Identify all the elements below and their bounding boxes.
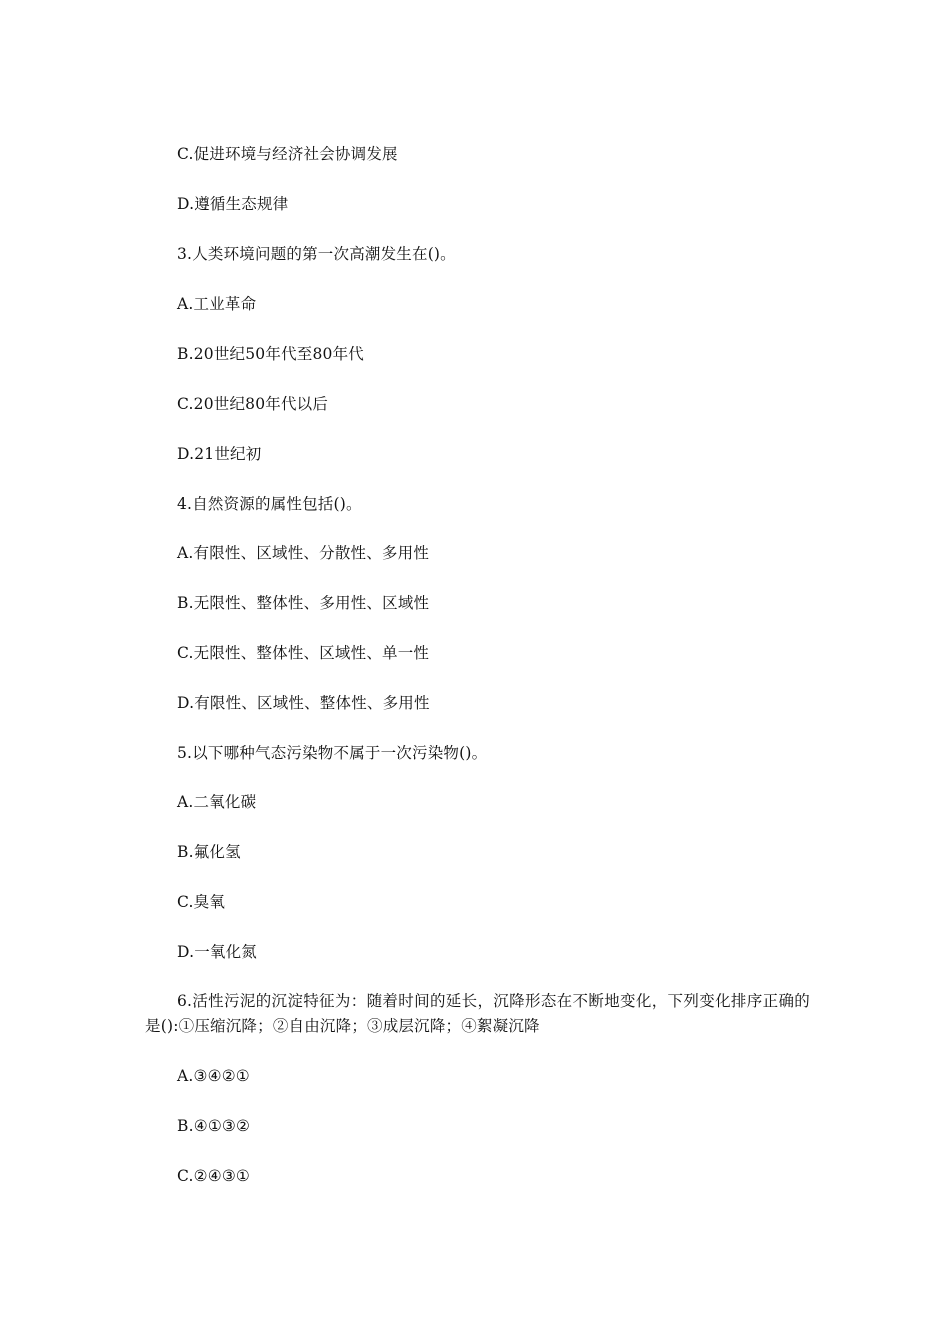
option-d-q4: D.有限性、区域性、整体性、多用性: [177, 694, 430, 712]
option-b-q4: B.无限性、整体性、多用性、区域性: [177, 594, 430, 612]
option-a-q5: A.二氧化碳: [177, 793, 257, 811]
option-c-q5: C.臭氧: [177, 893, 226, 911]
question-3: 3.人类环境问题的第一次高潮发生在()。: [177, 245, 456, 263]
option-b-q5: B.氟化氢: [177, 843, 241, 861]
option-d-q2: D.遵循生态规律: [177, 195, 289, 213]
question-4: 4.自然资源的属性包括()。: [177, 495, 362, 513]
question-6: 6.活性污泥的沉淀特征为：随着时间的延长，沉降形态在不断地变化，下列变化排序正确的是():①压缩沉降；②自由沉降；③成层沉降；④絮凝沉降: [145, 992, 810, 1035]
option-a-q6: A.③④②①: [177, 1067, 250, 1085]
option-b-q6: B.④①③②: [177, 1117, 251, 1135]
option-c-q4: C.无限性、整体性、区域性、单一性: [177, 644, 430, 662]
option-d-q3: D.21世纪初: [177, 445, 262, 463]
question-5: 5.以下哪种气态污染物不属于一次污染物()。: [177, 744, 488, 762]
option-c-q2: C.促进环境与经济社会协调发展: [177, 145, 398, 163]
option-a-q4: A.有限性、区域性、分散性、多用性: [177, 544, 430, 562]
option-c-q6: C.②④③①: [177, 1167, 251, 1185]
option-c-q3: C.20世纪80年代以后: [177, 395, 329, 413]
option-a-q3: A.工业革命: [177, 295, 257, 313]
option-d-q5: D.一氧化氮: [177, 943, 258, 961]
option-b-q3: B.20世纪50年代至80年代: [177, 345, 364, 363]
